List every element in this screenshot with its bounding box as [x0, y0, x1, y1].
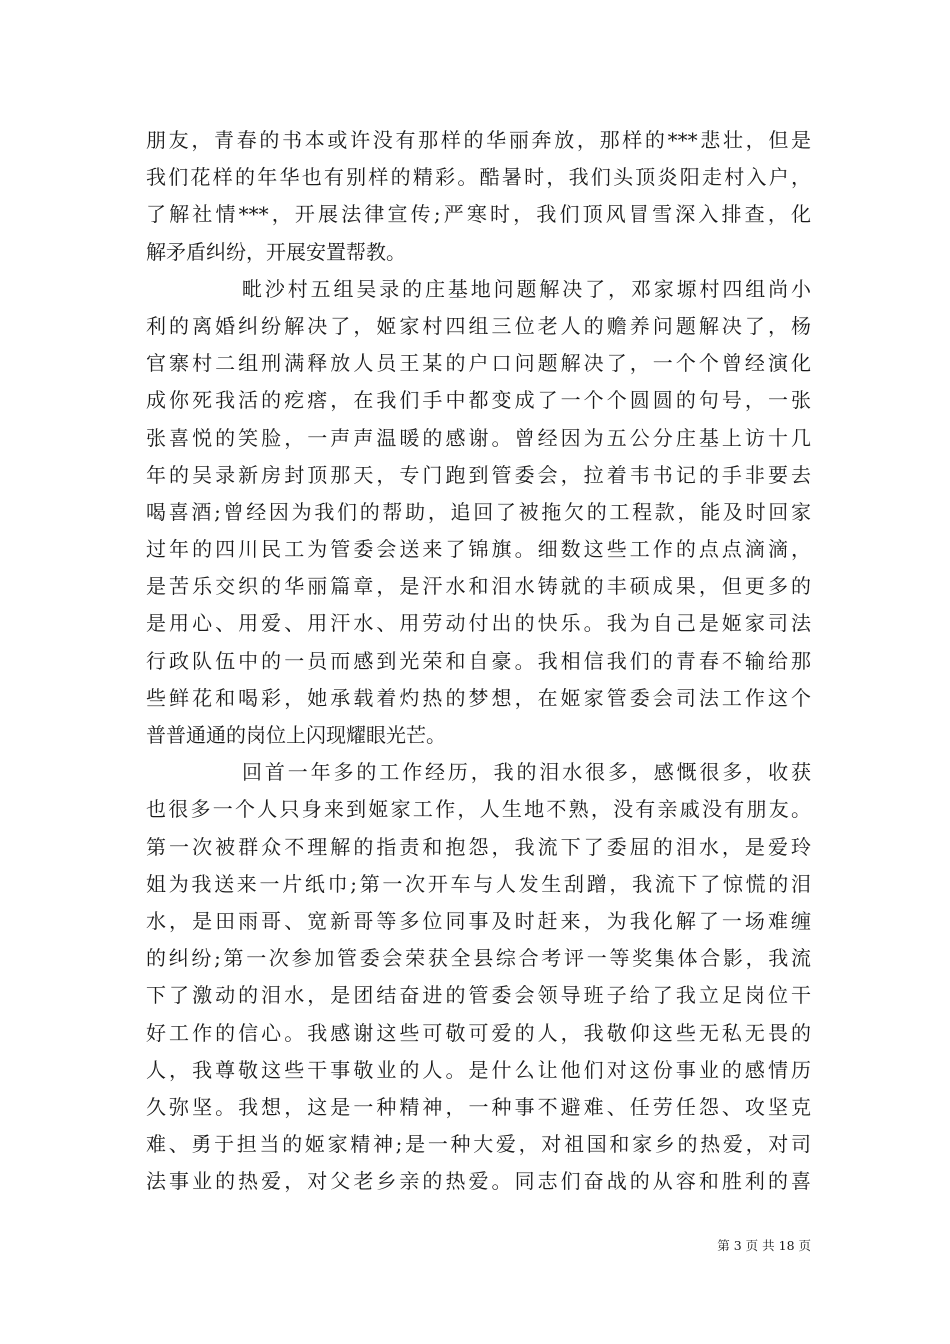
text-line: 解矛盾纠纷，开展安置帮教。	[146, 239, 406, 264]
text-line: 下了激动的泪水，是团结奋进的管委会领导班子给了我立足岗位干	[146, 983, 811, 1008]
text-line: 成你死我活的疙瘩，在我们手中都变成了一个个圆圆的句号，一张	[146, 388, 811, 413]
text-line: 行政队伍中的一员而感到光荣和自豪。我相信我们的青春不输给那	[146, 648, 811, 673]
text-line: 张喜悦的笑脸，一声声温暖的感谢。曾经因为五公分庄基上访十几	[146, 425, 811, 450]
text-line: 过年的四川民工为管委会送来了锦旗。细数这些工作的点点滴滴，	[146, 537, 811, 562]
text-line: 官寨村二组刑满释放人员王某的户口问题解决了，一个个曾经演化	[146, 351, 811, 376]
paragraph-first-line: 回首一年多的工作经历，我的泪水很多，感慨很多，收获	[242, 760, 811, 785]
text-line: 朋友，青春的书本或许没有那样的华丽奔放，那样的***悲壮，但是	[146, 128, 811, 152]
text-line: 我们花样的年华也有别样的精彩。酷暑时，我们头顶炎阳走村入户，	[146, 165, 811, 190]
text-line: 是苦乐交织的华丽篇章，是汗水和泪水铸就的丰硕成果，但更多的	[146, 574, 811, 599]
text-line: 普普通通的岗位上闪现耀眼光芒。	[146, 723, 446, 747]
text-line: 利的离婚纠纷解决了，姬家村四组三位老人的赡养问题解决了，杨	[146, 313, 811, 338]
text-line: 也很多一个人只身来到姬家工作，人生地不熟，没有亲戚没有朋友。	[146, 797, 811, 822]
paragraph-first-line: 毗沙村五组吴录的庄基地问题解决了，邓家塬村四组尚小	[242, 276, 811, 301]
text-line: 久弥坚。我想，这是一种精神，一种事不避难、任劳任怨、攻坚克	[146, 1094, 811, 1119]
text-line: 些鲜花和喝彩，她承载着灼热的梦想，在姬家管委会司法工作这个	[146, 685, 811, 710]
page-number-footer: 第 3 页 共 18 页	[717, 1238, 811, 1253]
text-line: 难、勇于担当的姬家精神;是一种大爱，对祖国和家乡的热爱，对司	[146, 1132, 811, 1157]
text-line: 人，我尊敬这些干事敬业的人。是什么让他们对这份事业的感情历	[146, 1057, 811, 1082]
text-line: 年的吴录新房封顶那天，专门跑到管委会，拉着韦书记的手非要去	[146, 462, 811, 487]
text-line: 第一次被群众不理解的指责和抱怨，我流下了委屈的泪水，是爱玲	[146, 834, 811, 859]
text-line: 好工作的信心。我感谢这些可敬可爱的人，我敬仰这些无私无畏的	[146, 1020, 811, 1045]
text-line: 法事业的热爱，对父老乡亲的热爱。同志们奋战的从容和胜利的喜	[146, 1169, 811, 1194]
body-text	[146, 122, 811, 1200]
text-line: 姐为我送来一片纸巾;第一次开车与人发生刮蹭，我流下了惊慌的泪	[146, 871, 811, 896]
text-line: 喝喜酒;曾经因为我们的帮助，追回了被拖欠的工程款，能及时回家	[146, 499, 811, 524]
text-line: 是用心、用爱、用汗水、用劳动付出的快乐。我为自己是姬家司法	[146, 611, 811, 636]
text-line: 水，是田雨哥、宽新哥等多位同事及时赶来，为我化解了一场难缠	[146, 908, 811, 933]
text-line: 了解社情***，开展法律宣传;严寒时，我们顶风冒雪深入排查，化	[146, 202, 811, 227]
text-line: 的纠纷;第一次参加管委会荣获全县综合考评一等奖集体合影，我流	[146, 946, 811, 971]
